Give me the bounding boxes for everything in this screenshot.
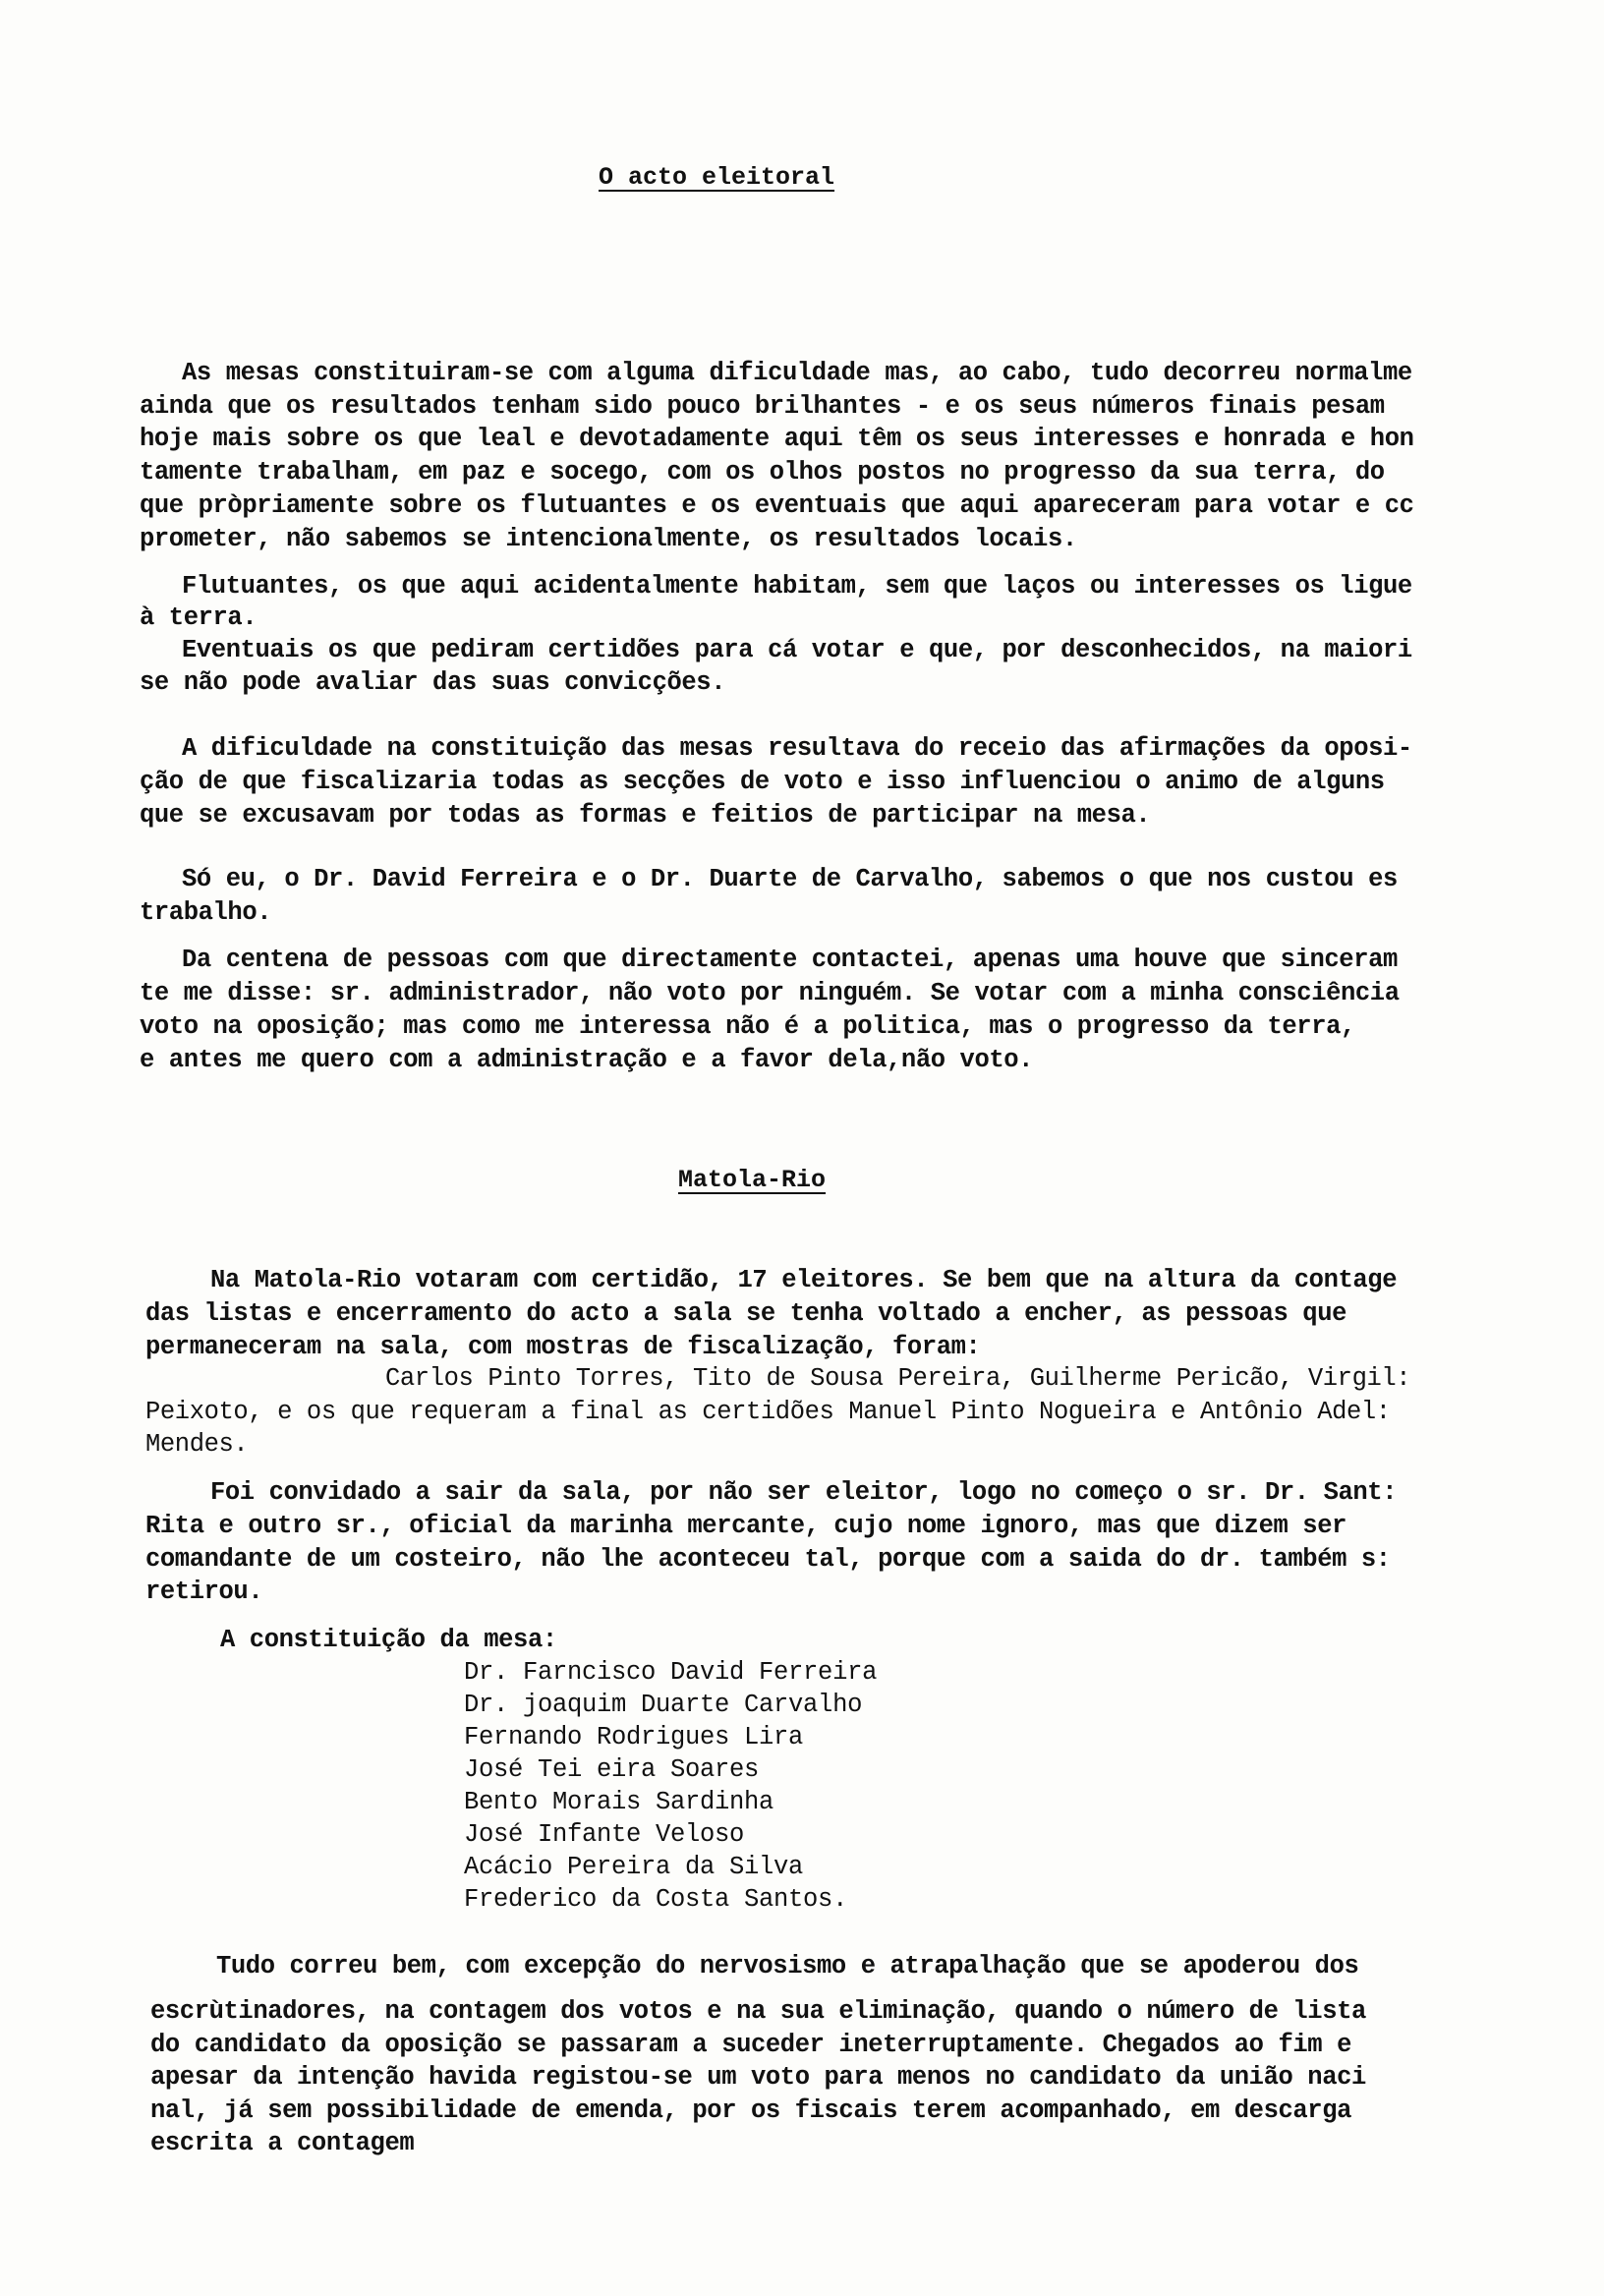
text-line: tamente trabalham, em paz e socego, com os olhos postos no progresso da sua terra, do (140, 458, 1385, 487)
text-line: te me disse: sr. administrador, não voto por ninguém. Se votar com a minha consciência (140, 979, 1400, 1007)
text-line: escrita a contagem (150, 2129, 415, 2157)
text-line: Rita e outro sr., oficial da marinha mercante, cujo nome ignoro, mas que dizem ser (145, 1512, 1347, 1540)
mesa-member: Fernando Rodrigues Lira (464, 1723, 804, 1751)
text-line: Só eu, o Dr. David Ferreira e o Dr. Duarte de Carvalho, sabemos o que nos custou es (182, 865, 1398, 893)
text-line: Peixoto, e os que requeram a final as certidões Manuel Pinto Nogueira e Antônio Adel: (145, 1398, 1391, 1426)
text-line: escrùtinadores, na contagem dos votos e na sua eliminação, quando o número de lista (150, 1997, 1366, 2026)
mesa-member: Dr. joaquim Duarte Carvalho (464, 1691, 863, 1719)
text-line: e antes me quero com a administração e a favor dela,não voto. (140, 1046, 1034, 1074)
mesa-member: Dr. Farncisco David Ferreira (464, 1658, 878, 1687)
text-line: Flutuantes, os que aqui acidentalmente habitam, sem que laços ou interesses os ligue (182, 572, 1412, 601)
text-line: Da centena de pessoas com que directamente contactei, apenas uma houve que sinceram (182, 946, 1398, 974)
mesa-intro: A constituição da mesa: (220, 1626, 557, 1654)
text-line: nal, já sem possibilidade de emenda, por os fiscais terem acompanhado, em descarga (150, 2096, 1352, 2125)
text-line: As mesas constituiram-se com alguma dificuldade mas, ao cabo, tudo decorreu normalme (182, 359, 1412, 387)
text-line: prometer, não sabemos se intencionalmente, os resultados locais. (140, 525, 1077, 553)
text-line: apesar da intenção havida registou-se um voto para menos no candidato da união naci (150, 2063, 1366, 2092)
text-line: trabalho. (140, 898, 272, 927)
text-line: A dificuldade na constituição das mesas resultava do receio das afirmações da oposi- (182, 734, 1412, 763)
text-line: Foi convidado a sair da sala, por não ser eleitor, logo no começo o sr. Dr. Sant: (210, 1478, 1398, 1507)
mesa-member: Frederico da Costa Santos. (464, 1885, 848, 1914)
text-line: Carlos Pinto Torres, Tito de Sousa Pereira, Guilherme Pericão, Virgil: (385, 1364, 1411, 1393)
text-line: do candidato da oposição se passaram a suceder ineterruptamente. Chegados ao fim e (150, 2031, 1352, 2059)
text-line: à terra. (140, 603, 258, 632)
text-line: permaneceram na sala, com mostras de fiscalização, foram: (145, 1333, 981, 1361)
text-line: retirou. (145, 1578, 263, 1606)
text-line: hoje mais sobre os que leal e devotadamente aqui têm os seus interesses e honrada e hon (140, 425, 1414, 453)
text-line: voto na oposição; mas como me interessa não é a politica, mas o progresso da terra, (140, 1012, 1355, 1041)
text-line: que pròpriamente sobre os flutuantes e os eventuais que aqui apareceram para votar e cc (140, 491, 1414, 520)
text-line: das listas e encerramento do acto a sala se tenha voltado a encher, as pessoas que (145, 1299, 1347, 1328)
text-line: Na Matola-Rio votaram com certidão, 17 eleitores. Se bem que na altura da contage (210, 1266, 1398, 1294)
mesa-member: Acácio Pereira da Silva (464, 1853, 804, 1881)
section-title-matola-rio: Matola-Rio (678, 1166, 827, 1194)
text-line: ainda que os resultados tenham sido pouco brilhantes - e os seus números finais pesam (140, 392, 1385, 421)
text-line: Mendes. (145, 1430, 249, 1459)
mesa-member: José Infante Veloso (464, 1820, 745, 1849)
section-title-acto-eleitoral: O acto eleitoral (599, 163, 835, 192)
text-line: Eventuais os que pediram certidões para cá votar e que, por desconhecidos, na maiori (182, 636, 1412, 664)
text-line: que se excusavam por todas as formas e feitios de participar na mesa. (140, 801, 1151, 830)
text-line: comandante de um costeiro, não lhe aconteceu tal, porque com a saida do dr. também s: (145, 1545, 1391, 1574)
text-line: se não pode avaliar das suas convicções. (140, 668, 726, 697)
text-line: ção de que fiscalizaria todas as secções de voto e isso influenciou o animo de alguns (140, 768, 1385, 796)
mesa-member: Bento Morais Sardinha (464, 1788, 774, 1816)
text-line: Tudo correu bem, com excepção do nervosismo e atrapalhação que se apoderou dos (216, 1952, 1359, 1980)
mesa-member: José Tei eira Soares (464, 1755, 760, 1784)
